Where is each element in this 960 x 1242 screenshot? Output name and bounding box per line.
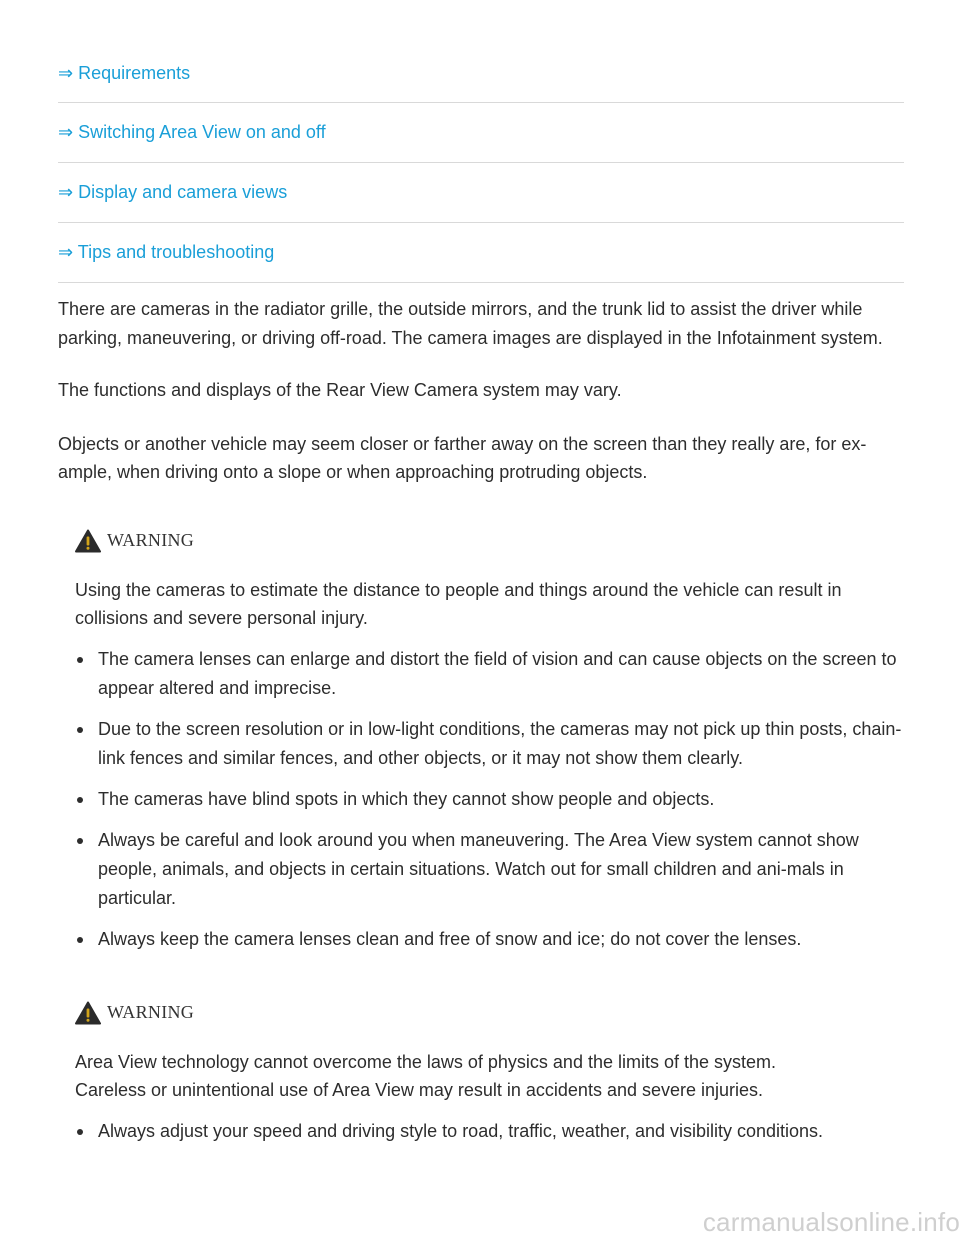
list-item: Always keep the camera lenses clean and free of snow and ice; do not cover the lenses. (75, 925, 905, 954)
nav-link-switching[interactable]: ⇒ Switching Area View on and off (58, 122, 326, 142)
section-nav (58, 44, 904, 283)
warning-box-distance (75, 528, 905, 954)
warning-box-physics (75, 1000, 905, 1146)
arrow-icon: ⇒ (58, 63, 74, 83)
arrow-icon: ⇒ (58, 242, 74, 262)
list-item: The camera lenses can enlarge and distort the field of vision and can cause objects on the screen to appear altered and imprecise. (75, 645, 905, 703)
nav-item-requirements (58, 44, 904, 103)
list-item: Always adjust your speed and driving style to road, traffic, weather, and visibility conditions. (75, 1117, 905, 1146)
warning-header (75, 528, 905, 554)
warning-intro: Using the cameras to estimate the distance to people and things around the vehicle can result in collisions and severe personal injury. (75, 579, 842, 628)
nav-link-tips[interactable]: ⇒ Tips and troubleshooting (58, 242, 275, 262)
warning-triangle-icon (75, 1001, 101, 1025)
warning-header (75, 1000, 905, 1026)
warning-title: WARNING (107, 530, 195, 550)
intro-paragraph-objects: Objects or another vehicle may seem closer or farther away on the screen than they really are, for ex-ample, when driving onto a slope or when approaching protruding objects. (58, 433, 867, 482)
watermark: carmanualsonline.info (702, 1207, 960, 1237)
list-item: Due to the screen resolution or in low-light conditions, the cameras may not pick up thin posts, chain-link fences and similar fences, and other objects, or it may not show them clearly. (75, 715, 905, 773)
warning-intro: Area View technology cannot overcome the laws of physics and the limits of the system. Careless or unintentional use of Area View may result in accidents and severe injuries. (75, 1051, 777, 1100)
warning-list (75, 1117, 905, 1146)
warning-title: WARNING (107, 1002, 195, 1022)
arrow-icon: ⇒ (58, 182, 74, 202)
intro-paragraph-cameras: There are cameras in the radiator grille, the outside mirrors, and the trunk lid to assist the driver while parking, maneuvering, or driving off-road. The camera images are displayed in the Infotainment system. (58, 299, 883, 348)
nav-item-switching (58, 103, 904, 163)
list-item: The cameras have blind spots in which they cannot show people and objects. (75, 785, 905, 814)
nav-item-tips (58, 223, 904, 283)
warning-list (75, 645, 905, 954)
list-item: Always be careful and look around you when maneuvering. The Area View system cannot show people, animals, and objects in certain situations. Watch out for small children and ani-mals in particular. (75, 826, 905, 913)
nav-link-display[interactable]: ⇒ Display and camera views (58, 182, 288, 202)
manual-page (58, 0, 904, 1158)
intro-paragraph-functions: The functions and displays of the Rear View Camera system may vary. (58, 380, 622, 400)
arrow-icon: ⇒ (58, 122, 74, 142)
nav-link-requirements[interactable]: ⇒ Requirements (58, 63, 191, 83)
warning-triangle-icon (75, 529, 101, 553)
nav-item-display (58, 163, 904, 223)
